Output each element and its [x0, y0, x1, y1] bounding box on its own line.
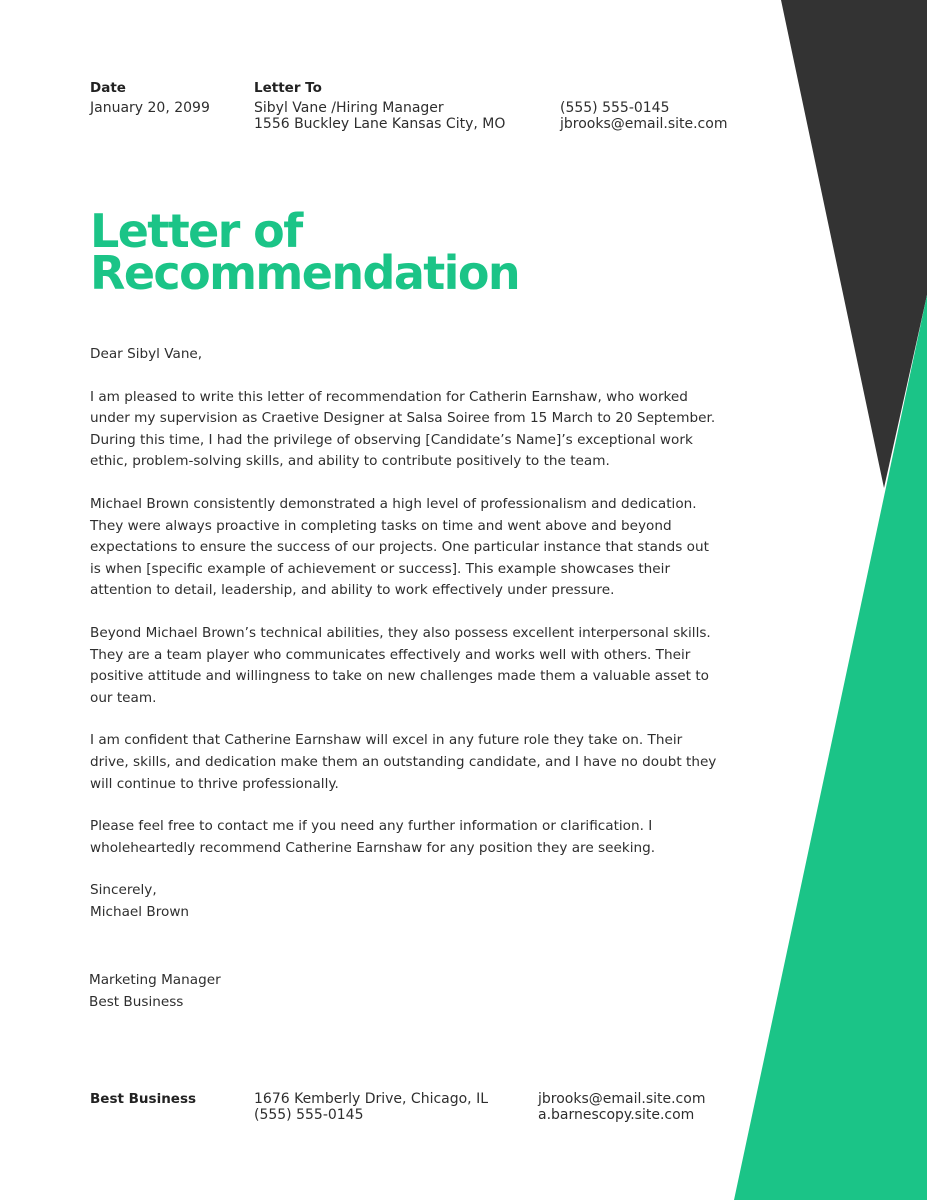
page-title	[90, 204, 519, 300]
green-triangle-shape	[734, 295, 927, 1200]
recipient-address: 1556 Buckley Lane Kansas City, MO	[254, 116, 506, 132]
signer-name: Michael Brown	[90, 903, 190, 920]
footer-phone: (555) 555-0145	[254, 1107, 364, 1123]
closing: Sincerely,	[90, 882, 157, 899]
title-line-2: Recommendation	[90, 246, 519, 300]
title-line-1: Letter of	[90, 204, 302, 258]
paragraph-3: Beyond Michael Brown’s technical abilities, they also possess excellent interpersonal skills. They are a team player who communicates effectively and works well with others. Their positive attitude and willingness to take on new challenges made them a valuable asset to our team.	[90, 624, 711, 706]
recipient-label: Letter To	[254, 80, 322, 96]
footer-web-block	[538, 1091, 705, 1123]
sender-email: jbrooks@email.site.com	[560, 116, 728, 132]
recipient-block	[254, 80, 505, 132]
sender-phone: (555) 555-0145	[560, 100, 670, 116]
letter-body	[90, 344, 720, 944]
salutation: Dear Sibyl Vane,	[90, 346, 203, 362]
date-label: Date	[90, 80, 126, 96]
paragraph-2: Michael Brown consistently demonstrated a high level of professionalism and dedication. They were always proactive in completing tasks on time and went above and beyond expectations to ensure the success of our projects. One particular instance that stands out is when [specific example of achievement or success]. This example showcases their attention to detail, leadership, and ability to work effectively under pressure.	[90, 495, 709, 599]
footer-email[interactable]: jbrooks@email.site.com	[538, 1091, 706, 1107]
signature-block	[90, 880, 720, 923]
signer-role: Marketing Manager	[89, 972, 221, 988]
signer-role-block	[89, 969, 221, 1013]
date-value: January 20, 2099	[90, 100, 210, 116]
recipient-name: Sibyl Vane /Hiring Manager	[254, 100, 444, 116]
paragraph-1: I am pleased to write this letter of recommendation for Catherin Earnshaw, who worked under my supervision as Craetive Designer at Salsa Soiree from 15 March to 20 September. During this time, I had the privilege of observing [Candidate’s Name]’s exceptional work ethic, problem-solving skills, and ability to contribute positively to the team.	[90, 388, 716, 470]
footer-address-block	[254, 1091, 488, 1123]
signer-company: Best Business	[89, 994, 184, 1010]
footer-company-block	[90, 1091, 196, 1107]
paragraph-5: Please feel free to contact me if you need any further information or clarification. I wholeheartedly recommend Catherine Earnshaw for any position they are seeking.	[90, 818, 656, 856]
footer-website[interactable]: a.barnescopy.site.com	[538, 1107, 695, 1123]
footer-company: Best Business	[90, 1091, 197, 1107]
sender-contact-block	[560, 100, 727, 132]
date-block	[90, 80, 210, 116]
footer-address: 1676 Kemberly Drive, Chicago, IL	[254, 1091, 489, 1107]
paragraph-4: I am confident that Catherine Earnshaw will excel in any future role they take on. Their drive, skills, and dedication make them an outstanding candidate, and I have no doubt they will continue to thrive professionally.	[90, 732, 717, 792]
